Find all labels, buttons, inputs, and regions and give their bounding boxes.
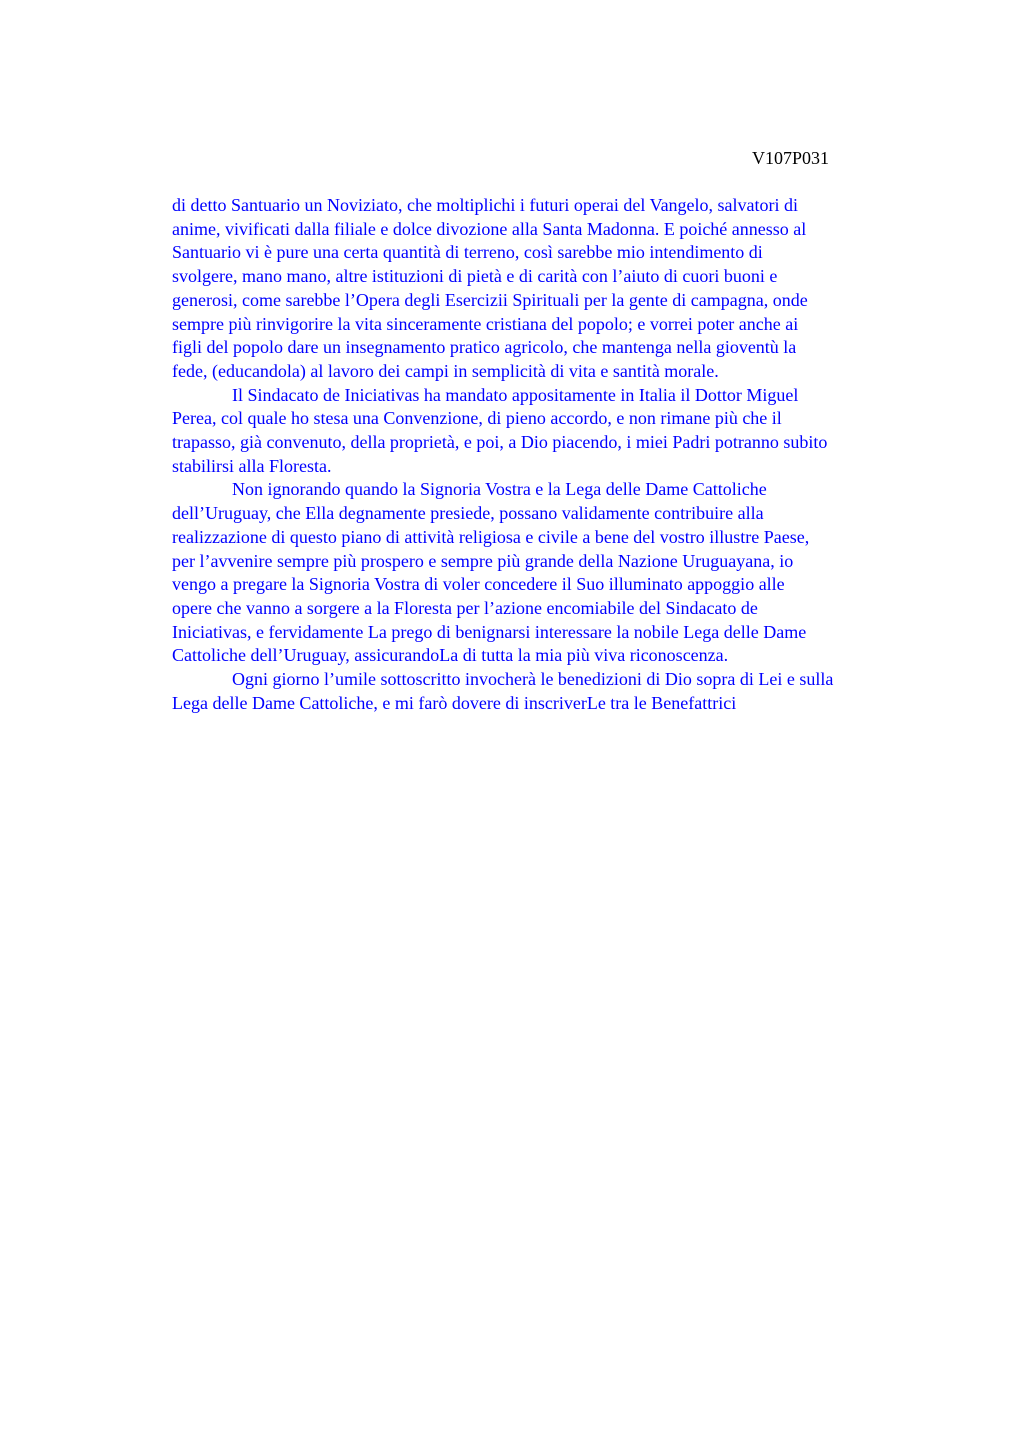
text-line: dell’Uruguay, che Ella degnamente presiede, possano validamente contribuire alla (172, 503, 764, 524)
text-line: di detto Santuario un Noviziato, che moltiplichi i futuri operai del Vangelo, salvatori di (172, 195, 799, 215)
text-line: stabilirsi alla Floresta. (172, 455, 332, 476)
text-line: Perea, col quale ho stesa una Convenzione, di pieno accordo, e non rimane più che il (172, 408, 782, 429)
text-line: generosi, come sarebbe l’Opera degli Esercizii Spirituali per la gente di campagna, onde (172, 289, 808, 310)
text-line: vengo a pregare la Signoria Vostra di voler concedere il Suo illuminato appoggio alle (172, 574, 785, 595)
text-line: Santuario vi è pure una certa quantità di terreno, così sarebbe mio intendimento di (172, 242, 763, 263)
text-line: anime, vivificati dalla filiale e dolce divozione alla Santa Madonna. E poiché annesso al (172, 218, 807, 239)
text-line: realizzazione di questo piano di attività religiosa e civile a bene del vostro illustre Paese, (172, 526, 810, 547)
text-line: per l’avvenire sempre più prospero e sempre più grande della Nazione Uruguayana, io (172, 550, 794, 571)
paragraph-start-line: Il Sindacato de Iniciativas ha mandato appositamente in Italia il Dottor Miguel (232, 384, 799, 405)
text-line: figli del popolo dare un insegnamento pratico agricolo, che mantenga nella gioventù la (172, 337, 797, 358)
paragraph-start-line: Non ignorando quando la Signoria Vostra e la Lega delle Dame Cattoliche (232, 479, 767, 500)
text-line: sempre più rinvigorire la vita sinceramente cristiana del popolo; e vorrei poter anche ai (172, 313, 799, 334)
page-reference: V107P031 (752, 148, 830, 168)
text-line: svolgere, mano mano, altre istituzioni di pietà e di carità con l’aiuto di cuori buoni e (172, 266, 778, 287)
paragraph-start-line: Ogni giorno l’umile sottoscritto invocherà le benedizioni di Dio sopra di Lei e sulla (232, 669, 834, 690)
text-line: trapasso, già convenuto, della proprietà, e poi, a Dio piacendo, i miei Padri potranno subito (172, 432, 828, 453)
text-line: Iniciativas, e fervidamente La prego di benignarsi interessare la nobile Lega delle Dame (172, 621, 807, 642)
text-line: Lega delle Dame Cattoliche, e mi farò dovere di inscriverLe tra le Benefattrici (172, 692, 737, 713)
text-line: fede, (educandola) al lavoro dei campi in semplicità di vita e santità morale. (172, 360, 719, 381)
text-line: opere che vanno a sorgere a la Floresta per l’azione encomiabile del Sindacato de (172, 597, 758, 618)
text-line: Cattoliche dell’Uruguay, assicurandoLa di tutta la mia più viva riconoscenza. (172, 645, 729, 666)
letter-body (172, 194, 932, 715)
